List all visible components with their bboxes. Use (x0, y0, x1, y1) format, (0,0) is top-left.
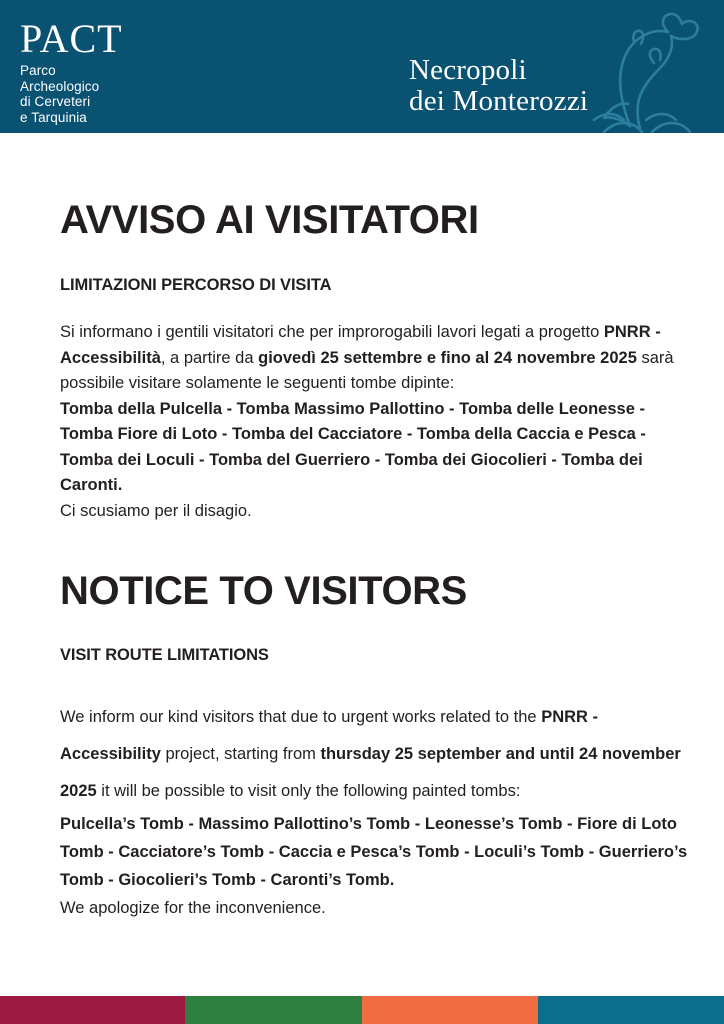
site-title-line: Necropoli (409, 54, 527, 86)
footer-band-crimson (0, 996, 185, 1024)
pact-logo-subtitle-line: e Tarquinia (20, 109, 87, 125)
italian-body-text-3: sarà possibile visitare solamente le seguenti tombe dipinte: (60, 348, 674, 392)
italian-body-bold-1: PNRR - Accessibilità (60, 323, 661, 367)
page-header (0, 0, 724, 133)
italian-body-text-2: , a partire da (160, 348, 259, 367)
site-title (409, 55, 588, 117)
pact-wordmark: PACT (20, 16, 123, 61)
footer-band-green (185, 996, 362, 1024)
italian-notice-body (60, 295, 692, 499)
english-body-bold-1: PNRR - Accessibility (60, 708, 599, 763)
english-body-text-3: it will be possible to visit only the following painted tombs: (96, 782, 521, 800)
english-body-bold-2: thursday 25 september and until 24 november 2025 (60, 745, 681, 800)
pact-logo-subtitle-line: di Cerveteri (20, 94, 91, 109)
footer-band-orange (362, 996, 538, 1024)
english-notice-title: NOTICE TO VISITORS (60, 569, 467, 613)
english-body-text-2: project, starting from (160, 745, 321, 763)
pact-logo-subtitle-line: Parco (20, 63, 56, 78)
english-body-text-1: We inform our kind visitors that due to urgent works related to the (60, 708, 542, 726)
english-notice-body (60, 665, 692, 810)
english-apology: We apologize for the inconvenience. (60, 899, 326, 917)
dolphin-icon (590, 8, 710, 133)
italian-notice-title: AVVISO AI VISITATORI (60, 198, 479, 242)
pact-logo (20, 16, 123, 125)
english-notice-subtitle: VISIT ROUTE LIMITATIONS (60, 646, 269, 664)
notice-content (60, 133, 692, 922)
italian-body-bold-2: giovedì 25 settembre e fino al 24 novembre 2025 (258, 348, 637, 367)
footer-color-bar (0, 996, 724, 1024)
italian-body-text-1: Si informano i gentili visitatori che per improrogabili lavori legati a progetto (60, 323, 604, 341)
italian-apology: Ci scusiamo per il disagio. (60, 501, 252, 520)
site-title-line: dei Monterozzi (409, 85, 589, 117)
italian-tomb-list: Tomba della Pulcella - Tomba Massimo Pallottino - Tomba delle Leonesse - Tomba Fiore di Loto - Tomba del Cacciatore - Tomba della Caccia e Pesca - Tomba dei Loculi - Tomba del Guerriero - Tomba dei Giocolieri - Tomba dei Caronti. (60, 399, 646, 494)
english-tomb-list: Pulcella’s Tomb - Massimo Pallottino’s Tomb - Leonesse’s Tomb - Fiore di Loto Tomb - Cacciatore’s Tomb - Caccia e Pesca’s Tomb - Loculi’s Tomb - Guerriero’s Tomb - Giocolieri’s Tomb - Caronti’s Tomb. (60, 815, 688, 889)
footer-band-teal (538, 996, 724, 1024)
italian-notice-subtitle: LIMITAZIONI PERCORSO DI VISITA (60, 276, 332, 294)
pact-logo-subtitle (20, 63, 123, 125)
pact-logo-subtitle-line: Archeologico (20, 78, 100, 94)
